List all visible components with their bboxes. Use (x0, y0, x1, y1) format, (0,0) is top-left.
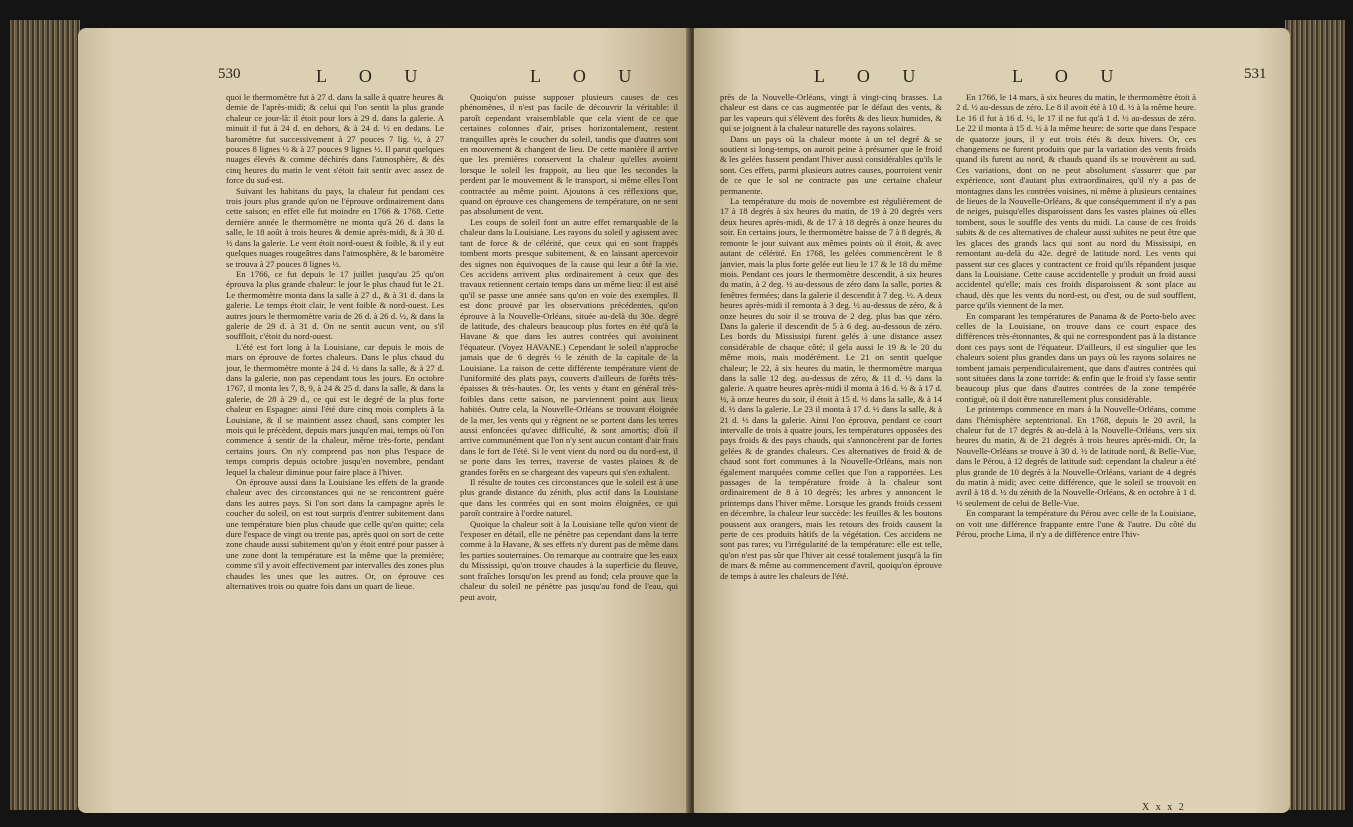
running-head-right: L O U (530, 66, 646, 86)
paragraph: En 1766, ce fut depuis le 17 juillet jusqu'au 25 qu'on éprouva la plus grande chaleur: le jour le plus chaud fut le 21. Le thermomètre monta dans la salle à 27 d., & à 31 d. dans la galerie. Le temps étoit clair, le vent foible & nord-ouest. Les autres jours le thermomètre varia de 26 d. à 26 d. ½, & dans la galerie de 29 d. à 31 d. On ne sentit aucun vent, ou s'il souffloit, c'étoit du nord-ouest. (226, 268, 444, 342)
paragraph: En 1766, le 14 mars, à six heures du matin, le thermomètre étoit à 2 d. ½ au-dessus de zéro. Le 8 il avoit été à 10 d. ½ à la même heure. Le 16 il fut à 16 d. ½, le 17 il ne fut qu'à 1 d. ½ au-dessus de zéro. Le 22 il monta à 15 d. ½ à la même heure: de sorte que dans l'espace de quatorze jours, il y eut trois étés & deux hivers. Or, ces changemens ne furent produits que par la variation des vents froids quand ils furent au nord, & chauds quand ils se trouvèrent au sud. Ces variations, dont on ne peut absolument s'assurer que par expérience, sont d'autant plus extraordinaires, qu'il n'y a pas de montagnes dans les contrées voisines, ni même à plusieurs centaines de lieues de la Nouvelle-Orléans, & que conséquemment il n'y a pas de neiges, puisqu'elles disparoissent dans les vastes plaines où elles tombent, sous le souffle des vents du midi. La cause de ces froids subits & de ces alternatives de chaleur aussi subites ne peut être que les glaces des grands lacs qui sont au nord du Mississipi, en remontant au-delà du 42e. degré de latitude nord. Les vents qui passent sur ces glaces y contractent ce froid qu'ils répandent jusque dans la Louisiane. Cette cause accidentelle y produit un froid aussi accidentel qu'elle; mais ces froids disparoissent & sont place au chaud, dès que les vents du nord-est, ou d'est, ou de sud soufflent, parce qu'ils viennent de la mer. (956, 92, 1196, 311)
paragraph: Suivant les habitans du pays, la chaleur fut pendant ces trois jours plus grande qu'on ne l'éprouve ordinairement dans cette saison; en effet elle fut moindre en 1766 & 1768. Cette dernière année le thermomètre ne monta qu'à 26 d. dans la salle, le 18 août à trois heures & demie après-midi, & à 30 d. ½ dans la galerie. Le vent étoit nord-ouest & foible, & il y eut quelques nuages rougeâtres dans l'atmosphère, & le baromètre se trouva à 27 pouces 8 lignes ½. (226, 185, 444, 269)
paragraph: près de la Nouvelle-Orléans, vingt à vingt-cinq brasses. La chaleur est dans ce cas augmentée par le défaut des vents, & par les vapeurs qui s'élèvent des forêts & des lieux humides, & qui se joignent à la chaleur naturelle des rayons solaires. (720, 92, 942, 134)
paragraph: En comparant les températures de Panama & de Porto-belo avec celles de la Louisiane, on trouve dans ce court espace des différences très-étonnantes, & qui ne correspondent pas à la distance dont ces pays sont de l'équateur. D'ailleurs, il est singulier que les chaleurs soient plus grandes dans un pays où les rayons solaires ne tombent jamais perpendiculairement, que dans d'autres contrées qui sont situées dans la zone torride: & enfin que le froid s'y fasse sentir beaucoup plus que dans d'autres contrées de la zone tempérée contiguë, où il doit être naturellement plus considérable. (956, 310, 1196, 404)
paragraph: La température du mois de novembre est régulièrement de 17 à 18 degrés à six heures du matin, de 19 à 20 degrés vers deux heures après-midi, & de 17 à 18 degrés à onze heures du soir. En certains jours, le thermomètre baisse de 7 à 8 degrés, & remonte le jour suivant aux mêmes points où il étoit, & avec autant de célérité. En 1768, les gelées commencèrent le 8 janvier, mais la plus forte gelée eut lieu le 17 & le 18 du même mois. Pendant ces jours le thermomètre descendit, à six heures du matin, à 2 deg. ½ au-dessous de zéro dans la salle, portes & fenêtres fermées; dans la galerie il descendit à 7 deg. ½. A deux heures après-midi il remonta à 3 deg. ½ au-dessus de zéro, & à onze heures du soir il se trouva de 2 deg. plus bas que zéro. Dans la galerie il descendit de 5 à 6 deg. au-dessous de zéro. Les bords du Mississipi furent gelés à une distance assez considérable de chaque côté; il gela aussi le 19 & le 20 du même mois, mais modérément. Le 21 on sentit quelque chaleur; le 22, à six heures du matin, le thermomètre marqua dans la salle 12 deg. au-dessus de zéro, & 11 d. ½ dans la galerie. A quatre heures après-midi il monta à 16 d. ½ & à 17 d. ½, à onze heures du soir, il étoit à 15 d. ½ dans la salle, & à 14 d. ½ dans la galerie. Le 23 il monta à 17 d. ½ dans la salle, & à 21 d. ½ dans la galerie. Ainsi l'on éprouva, pendant ce court intervalle de trois à quatre jours, les températures opposées des pays froids & des pays chauds, qui s'annoncèrent par de fortes gelées & de grandes chaleurs. Ces alternatives de froid & de chaud sont fort communes à la Nouvelle-Orléans, mais non également marquées comme celles que l'on a rapportées. Les passages de la température froide à la chaleur sont ordinairement de 8 à 10 degrés; les arbres y annoncent le printemps dans l'hiver même. Lorsque les grands froids cessent en décembre, la chaleur leur succède: les feuilles & les boutons poussent aux orangers, mais les retours des froids causent la perte de ces produits hâtifs de la végétation. Ces accidens ne sont pas rares; vu l'irrégularité de la température: elle est telle, qu'on n'est pas sûr que l'hiver ait cessé totalement jusqu'à la fin de mars & même au commencement d'avril, quoiqu'on éprouve de temps à autre les chaleurs de l'été. (720, 196, 942, 581)
column-2 (460, 92, 678, 798)
paragraph: L'été est fort long à la Louisiane, car depuis le mois de mars on éprouve de fortes chaleurs. Dans le plus chaud du jour, le thermomètre monte à 24 d. ½ dans la salle, & à 27 d. dans la galerie, non pas cependant tous les jours. En octobre 1767, il monta les 7, 8, 9, à 24 & 25 d. dans la salle, & dans la galerie, de 28 à 29 d., ce qui est le degré de la plus forte chaleur en Espagne: ainsi l'été dure cinq mois complets à la Louisiane, & il se maintient assez chaud, sans compter les mois qui le précèdent, depuis mars jusqu'en mai, temps où l'on commence à sentir de la chaleur, même très-forte, pendant certains jours. On n'y comprend pas non plus l'espace de temps compris depuis octobre jusqu'en novembre, pendant lequel la chaleur diminue pour faire place à l'hiver. (226, 341, 444, 477)
page-number: 531 (1244, 66, 1267, 82)
page-number: 530 (218, 66, 241, 82)
paragraph: On éprouve aussi dans la Louisiane les effets de la grande chaleur avec des circonstances qui ne se rencontrent guère dans les autres pays. Si l'on sort dans la campagne après le coucher du soleil, on est tout surpris d'entrer subitement dans une température bien plus chaude que celle qu'on quitte; cela dure l'espace de vingt ou trente pas, après quoi on sort de cette zone chaude aussi subitement qu'on y étoit entré pour passer à une zone dont la température est la même que la première; comme s'il y avoit effectivement par intervalles des zones plus chaudes les unes que les autres. Or, on éprouve ces alternatives trois ou quatre fois dans un quart de lieue. (226, 477, 444, 592)
left-page (78, 28, 690, 813)
right-page (694, 28, 1290, 813)
paragraph: Dans un pays où la chaleur monte à un tel degré & se soutient si long-temps, on auroit peine à présumer que le froid & les gelées fussent pendant l'hiver aussi considérables qu'ils le sont. Ces effets, parmi plusieurs autres causes, pourroient venir de ce que le sol ne contracte pas une certaine chaleur permanente. (720, 133, 942, 196)
paragraph: Le printemps commence en mars à la Nouvelle-Orléans, comme dans l'hémisphère septentrional. En 1768, depuis le 20 avril, la chaleur fut de 17 degrés & au-delà à la Nouvelle-Orléans, vers six heures du matin, & de 21 degrés à trois heures après-midi. Or, la Nouvelle-Orléans se trouve à 30 d. ½ de latitude nord, & Belle-Vue, dans le Pérou, à 12 degrés de latitude sud: cependant la chaleur a été plus grande de 10 degrés à la Nouvelle-Orléans, variant de 4 degrés du matin à midi; avec cette différence, que le soleil se trouvoit en avril à 18 d. ½ du zénith de la Nouvelle-Orléans, & en octobre à 1 d. ½ seulement de celui de Belle-Vue. (956, 404, 1196, 508)
page-edges-left (10, 20, 80, 810)
paragraph: Il résulte de toutes ces circonstances que le soleil est à une plus grande distance du zénith, plus actif dans la Louisiane que dans les contrées qui en sont moins éloignées, ce qui paroît contraire à l'ordre naturel. (460, 477, 678, 519)
paragraph: Quoiqu'on puisse supposer plusieurs causes de ces phénomènes, il n'est pas facile de découvrir la véritable: il paroît cependant vraisemblable que cela vient de ce que certaines colonnes d'air, prises horizontalement, restent tranquilles après le coucher du soleil, tandis que d'autres sont en mouvement & changent de lieu. De cette manière il arrive que les premières conservent la chaleur qu'elles avoient lorsque le soleil les frappoit, au lieu que les secondes la perdent par le mouvement & le transport, si même elles l'ont contractée au même point. Ajoutons à ces réflexions que, quand on éprouve ces changemens de température, on ne sent pas absolument de vent. (460, 92, 678, 217)
running-head-right: L O U (1012, 66, 1128, 86)
running-head-left: L O U (814, 66, 930, 86)
paragraph: En comparant la température du Pérou avec celle de la Louisiane, on voit une différence frappante entre l'une & l'autre. Du côté du Pérou, proche Lima, il n'y a de différence entre l'hiv- (956, 508, 1196, 540)
running-head-left: L O U (316, 66, 432, 86)
column-1 (720, 92, 942, 798)
paragraph: Quoique la chaleur soit à la Louisiane telle qu'on vient de l'exposer en détail, elle ne pénètre pas cependant dans la terre comme à la Havane, & ses effets n'y durent pas de même dans les parties souterraines. On remarque au contraire que les eaux du Mississipi, qu'on trouve chaudes à la superficie du fleuve, sont fraîches lorsqu'on les prend au fond; cela prouve que la chaleur du soleil ne pénètre pas jusqu'au fond de l'eau, qui peut avoir, (460, 518, 678, 602)
column-1 (226, 92, 444, 798)
signature-mark: X x x 2 (1142, 802, 1186, 813)
paragraph: Les coups de soleil font un autre effet remarquable de la chaleur dans la Louisiane. Les rayons du soleil y agissent avec tant de force & de célérité, que ceux qui en sont frappés tombent morts presque subitement, & en laissant apercevoir des signes non équivoques de la cause qui leur a ôté la vie. Ces accidens arrivent plus ordinairement à ceux que des travaux retiennent certain temps dans un même lieu: il est aisé qu'il se passe une année sans qu'on en voie des exemples. Il est donc prouvé par les observations précédentes, qu'on éprouve à la Nouvelle-Orléans, située au-delà du 30e. degré de latitude, des chaleurs beaucoup plus fortes en été qu'à la Havane & que dans les autres contrées qui avoisinent l'équateur. (Voyez HAVANE.) Cependant le soleil n'approche jamais que de 6 degrés ½ le zénith de la capitale de la Louisiane. La raison de cette différente température vient de l'uniformité des plats pays, couverts d'ailleurs de forêts très-épaisses & très-hautes. Or, les vents y étant en général très-foibles dans cette saison, ne parviennent point aux lieux habités. Outre cela, la Nouvelle-Orléans se trouvant éloignée de la mer, les vents qui y règnent ne se portent dans les terres aussi enfoncées qu'avec difficulté, & sont amortis; d'où il arrive communément que l'on n'y sent aucun contant d'air frais dans le fort de l'été. Si le vent vient du nord ou du nord-est, il se porte dans les terres, traverse de vastes plaines & de grandes forêts en se chargeant des vapeurs qui s'en exhalent. (460, 216, 678, 477)
page-edges-right (1285, 20, 1345, 810)
column-2 (956, 92, 1196, 798)
paragraph: quoi le thermomètre fut à 27 d. dans la salle à quatre heures & demie de l'après-midi; & celui qui l'on sentit la plus grande chaleur ce jour-là: il étoit pour lors à 29 d. dans la galerie. A minuit il fut à 24 d. en dehors, & à 24 d. ½ en dedans. Le baromètre fut successivement à 27 pouces 7 lig. ½, à 27 pouces 8 lignes ½ & à 27 pouces 9 lignes ½. Il parut quelques nuages élevés & comme déchirés dans l'atmosphère, & dès cinq heures du matin le vent s'étoit fait sentir avec assez de force du sud-est. (226, 92, 444, 186)
